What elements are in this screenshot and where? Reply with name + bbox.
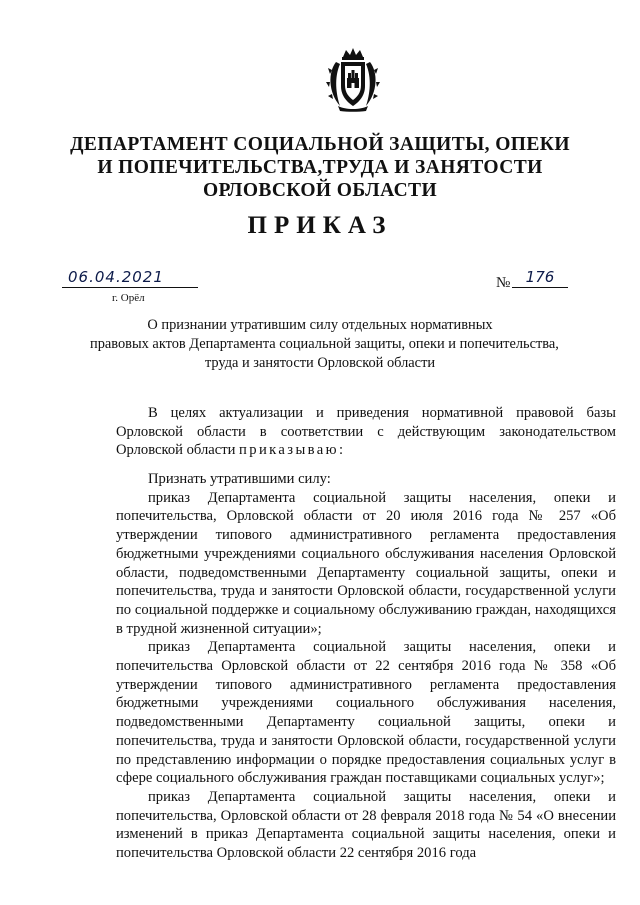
- intro-text: [116, 404, 616, 460]
- department-header-line-2: И ПОПЕЧИТЕЛЬСТВА,ТРУДА И ЗАНЯТОСТИ: [97, 157, 543, 178]
- subject-line-1: О признании утратившим силу отдельных нормативных: [147, 317, 493, 333]
- subject-line-2: правовых актов Департамента социальной защиты, опеки и попечительства,: [90, 336, 559, 352]
- repealed-item-3: приказ Департамента социальной защиты населения, опеки и попечительства, Орловской области от 28 февраля 2018 года № 54 «О внесении изменений в приказ Департамента социальной защиты населения, опеки и попечительства Орловской области 22 сентября 2016 года: [116, 788, 616, 862]
- recognize-label: Признать утратившими силу:: [148, 471, 331, 487]
- document-number: 176: [512, 268, 568, 288]
- document-subject: [90, 316, 559, 373]
- repealed-item-2: приказ Департамента социальной защиты населения, опеки и попечительства Орловской области от 22 сентября 2016 года № 358 «Об утверждении типового административного регламента предоставления бюджетными учреждениями социального обслуживания населения, подведомственными Департаменту социальной защиты, опеки и попечительства, труда и занятости Орловской области, государственной услуги по представлению информации о порядке предоставления социальных услуг в сфере социального обслуживания граждан поставщиками социальных услуг»;: [116, 639, 616, 787]
- document-title: ПРИКАЗ: [247, 212, 393, 239]
- department-header: [60, 133, 580, 202]
- order-word: приказываю:: [239, 442, 346, 459]
- intro-body: В целях актуализации и приведения нормативной правовой базы Орловской области в соответствии с действующим законодательством Орловской области: [116, 405, 616, 459]
- repealed-item-1: приказ Департамента социальной защиты населения, опеки и попечительства, Орловской области от 20 июля 2016 года № 257 «Об утверждении типового административного регламента предоставления бюджетными учреждениями социального обслуживания населения Орловской области, подведомственными Департаменту социальной защиты, опеки и попечительства, труда и занятости Орловской области, государственной услуги по социальной поддержке и социальному обслуживанию граждан, находящихся в трудной жизненной ситуации»;: [116, 489, 616, 637]
- department-header-line-3: ОРЛОВСКОЙ ОБЛАСТИ: [202, 180, 438, 201]
- document-city: г. Орёл: [112, 292, 145, 304]
- coat-of-arms-icon: [326, 48, 380, 112]
- subject-line-3: труда и занятости Орловской области: [204, 355, 436, 371]
- number-sign: №: [496, 275, 511, 291]
- intro-paragraph: [116, 404, 616, 460]
- document-date: 06.04.2021: [62, 268, 198, 288]
- repealed-list: [116, 470, 616, 863]
- department-header-line-1: ДЕПАРТАМЕНТ СОЦИАЛЬНОЙ ЗАЩИТЫ, ОПЕКИ: [70, 134, 570, 155]
